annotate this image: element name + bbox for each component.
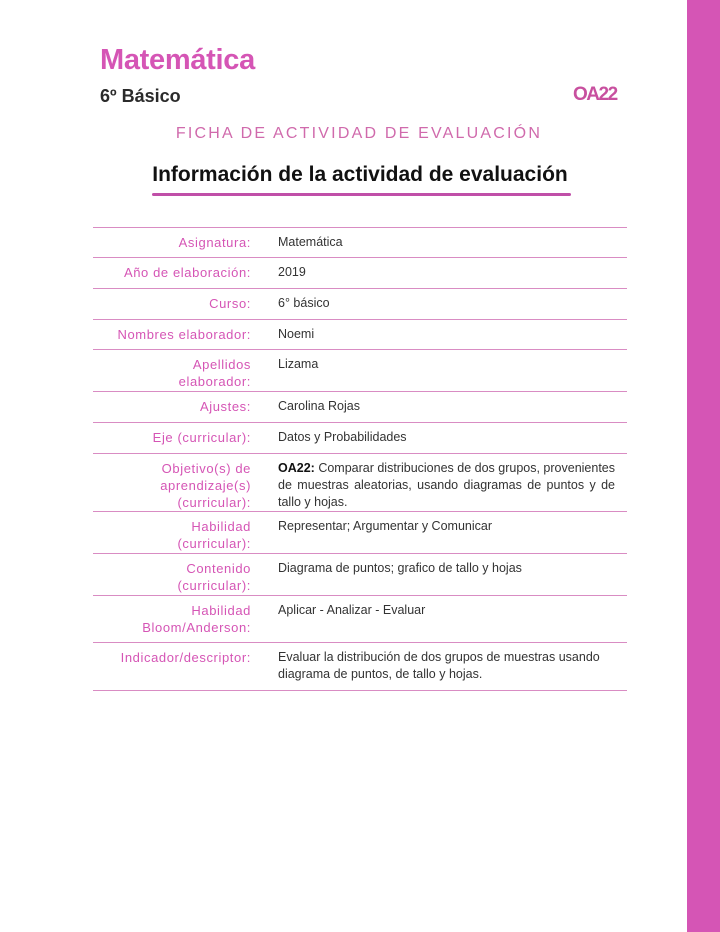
label-line: Bloom/Anderson: [142, 620, 251, 635]
row-label: Ajustes: [199, 399, 251, 414]
row-habilidad-bloom [93, 596, 627, 643]
sheet-type-heading: FICHA DE ACTIVIDAD DE EVALUACIÓN [175, 125, 543, 142]
row-label [93, 350, 251, 391]
label-line: elaborador: [178, 374, 251, 389]
row-value: Carolina Rojas [278, 399, 360, 413]
row-value [251, 454, 627, 511]
label-line: Habilidad [191, 603, 251, 618]
row-anio [93, 258, 627, 289]
label-line: (curricular): [177, 578, 251, 593]
grade-label: 6º Básico [100, 86, 181, 106]
label-line: Objetivo(s) de [161, 461, 251, 476]
row-value: Aplicar - Analizar - Evaluar [278, 603, 426, 617]
row-apellidos [93, 350, 627, 392]
row-label: Año de elaboración: [123, 265, 251, 280]
row-value: 6° básico [278, 296, 330, 310]
row-value: Datos y Probabilidades [278, 430, 407, 444]
row-asignatura [93, 228, 627, 258]
label-line: Apellidos [192, 357, 251, 372]
row-contenido [93, 554, 627, 596]
row-value: Noemi [278, 327, 315, 341]
row-label: Eje (curricular): [152, 430, 251, 445]
row-objetivo [93, 454, 627, 512]
row-label: Curso: [209, 296, 251, 311]
row-nombres [93, 320, 627, 350]
row-eje [93, 423, 627, 454]
row-value: 2019 [278, 265, 306, 279]
row-indicador [93, 643, 627, 691]
section-underline [152, 193, 571, 196]
row-curso [93, 289, 627, 320]
row-value: Diagrama de puntos; grafico de tallo y hojas [278, 561, 522, 575]
oa-code: OA22 [573, 84, 617, 105]
row-label: Indicador/descriptor: [120, 650, 251, 665]
row-ajustes [93, 392, 627, 423]
row-label [93, 554, 251, 595]
label-line: (curricular): [177, 536, 251, 551]
objective-text: Comparar distribuciones de dos grupos, provenientes de muestras aleatorias, usando diagramas de puntos y de tallo y hojas. [278, 461, 616, 509]
row-label: Nombres elaborador: [117, 327, 251, 342]
row-value: Representar; Argumentar y Comunicar [278, 519, 492, 533]
label-line: Habilidad [191, 519, 251, 534]
label-line: (curricular): [177, 495, 251, 510]
row-label [93, 512, 251, 553]
label-line: Contenido [186, 561, 251, 576]
subject-title: Matemática [100, 44, 255, 76]
row-value: Evaluar la distribución de dos grupos de muestras usando diagrama de puntos, de tallo y hojas. [278, 650, 600, 681]
row-value: Matemática [278, 235, 343, 249]
info-table [93, 227, 627, 691]
label-line: aprendizaje(s) [160, 478, 251, 493]
row-label: Asignatura: [178, 235, 251, 250]
row-habilidad-curricular [93, 512, 627, 554]
row-label [93, 596, 251, 642]
row-value: Lizama [278, 357, 319, 371]
section-title: Información de la actividad de evaluación [152, 163, 568, 186]
oa-prefix: OA22: [278, 461, 315, 475]
row-label [93, 454, 251, 511]
